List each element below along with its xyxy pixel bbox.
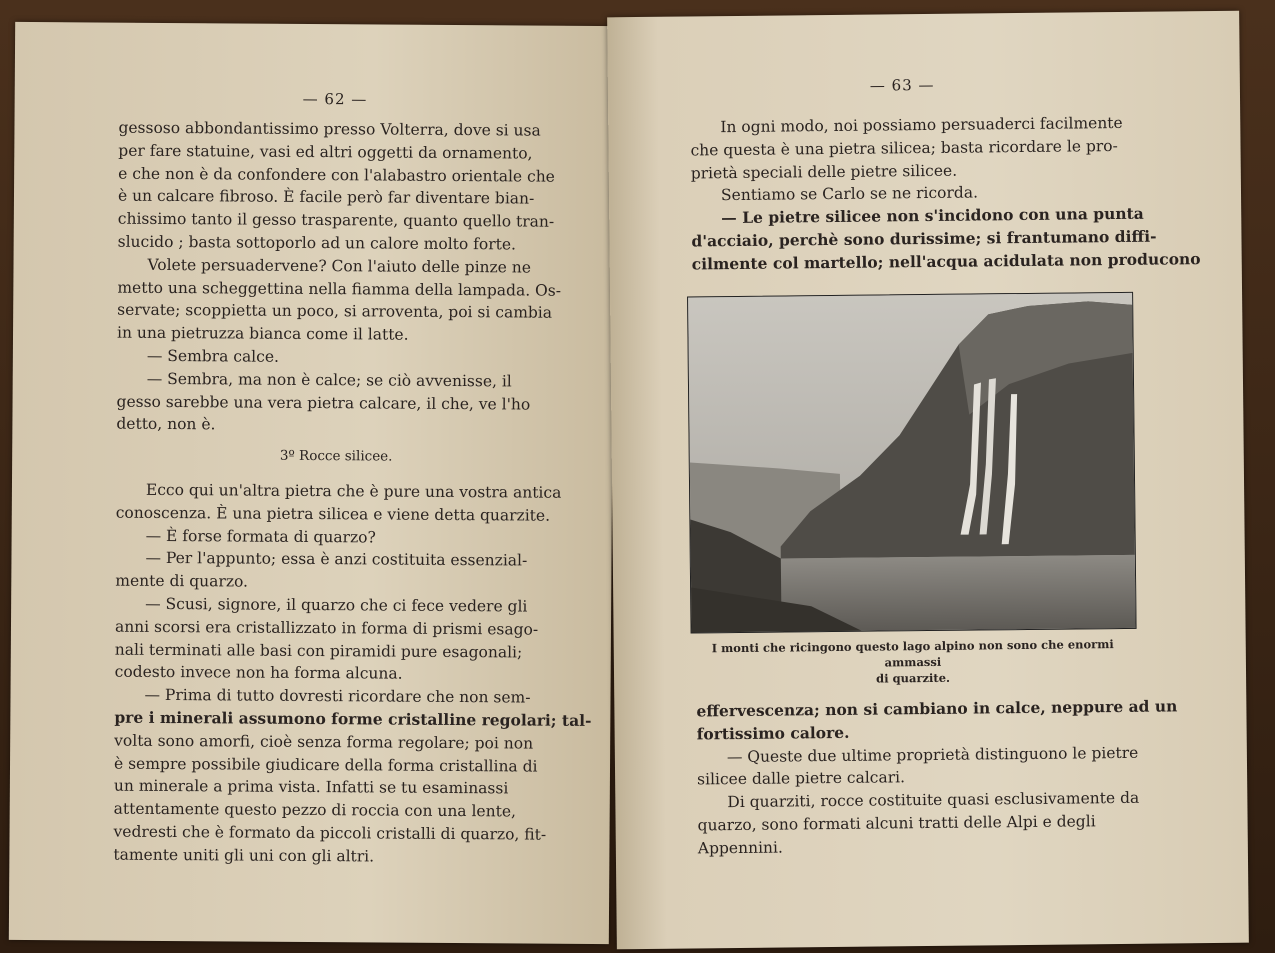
text-line: fortissimo calore.	[696, 722, 850, 744]
text-line: Volete persuadervene? Con l'aiuto delle pinze ne	[147, 255, 532, 277]
lake-illustration	[688, 293, 1135, 633]
photo-caption	[688, 636, 1138, 689]
text-line: vedresti che è formato da piccoli cristalli di quarzo, fit-	[113, 822, 547, 844]
text-line: cilmente col martello; nell'acqua acidulata non producono	[691, 248, 1201, 274]
text-line: è sempre possibile giudicare della forma cristallina di	[113, 754, 538, 776]
text-line: quarzo, sono formati alcuni tratti delle Alpi e degli	[697, 812, 1096, 835]
text-line: pre i minerali assumono forme cristalline regolari; tal-	[114, 707, 592, 730]
text-line: In ogni modo, noi possiamo persuaderci facilmente	[720, 113, 1123, 137]
text-line: slucido ; basta sottoporlo ad un calore molto forte.	[117, 232, 517, 254]
text-line: attentamente questo pezzo di roccia con una lente,	[113, 799, 517, 821]
right-page-text-top	[690, 112, 1201, 276]
text-line: effervescenza; non si cambiano in calce, neppure ad un	[696, 696, 1178, 721]
page-number-right: — 63 —	[869, 75, 935, 95]
text-line: Di quarziti, rocce costituite quasi esclusivamente da	[727, 788, 1140, 812]
text-line: conoscenza. È una pietra silicea e viene detta quarzite.	[115, 503, 551, 525]
text-line: servate; scoppietta un poco, si arroventa, poi si cambia	[117, 301, 553, 323]
text-line: Appennini.	[697, 838, 783, 858]
text-line: e che non è da confondere con l'alabastro orientale che	[118, 164, 555, 186]
right-page-text-bottom	[696, 696, 1178, 860]
text-line: volta sono amorfi, cioè senza forma regolare; poi non	[114, 731, 534, 753]
text-line: mente di quarzo.	[115, 571, 249, 591]
text-line: — Le pietre silicee non s'incidono con una punta	[721, 203, 1144, 228]
text-line: gessoso abbondantissimo presso Volterra, dove si usa	[118, 118, 541, 140]
text-line: per fare statuine, vasi ed altri oggetti da ornamento,	[118, 141, 533, 163]
text-line: nali terminati alle basi con piramidi pure esagonali;	[114, 640, 523, 662]
text-line: è un calcare fibroso. È facile però far diventare bian-	[117, 187, 535, 208]
text-line: — Per l'appunto; essa è anzi costituita essenzial-	[145, 549, 528, 570]
lake-photo	[687, 292, 1137, 634]
caption-line: I monti che ricingono questo lago alpino non sono che enormi ammassi	[711, 637, 1114, 670]
text-line: che questa è una pietra silicea; basta ricordare le pro-	[690, 136, 1118, 160]
text-line: Sentiamo se Carlo se ne ricorda.	[720, 183, 979, 205]
right-page	[607, 11, 1249, 950]
text-line: anni scorsi era cristallizzato in forma di prismi esago-	[114, 617, 539, 639]
text-line: un minerale a prima vista. Infatti se tu esaminassi	[113, 776, 509, 798]
text-line: detto, non è.	[116, 414, 216, 434]
left-page	[9, 22, 615, 944]
text-line: metto una scheggettina nella fiamma della lampada. Os-	[117, 278, 562, 300]
text-line: — Sembra calce.	[146, 346, 280, 366]
text-line: prietà speciali delle pietre silicee.	[690, 161, 958, 183]
text-line: — È forse formata di quarzo?	[145, 526, 376, 546]
text-line: — Prima di tutto dovresti ricordare che non sem-	[144, 685, 531, 707]
left-page-text	[113, 117, 592, 870]
text-line: d'acciaio, perchè sono durissime; si frantumano diffi-	[691, 226, 1157, 251]
text-line: in una pietruzza bianca come il latte.	[116, 323, 409, 344]
text-line: — Queste due ultime proprietà distinguono le pietre	[726, 743, 1139, 766]
text-line: silicee dalle pietre calcari.	[697, 768, 906, 789]
section-heading: 3º Rocce silicee.	[279, 447, 393, 465]
page-number-left: — 62 —	[302, 89, 368, 109]
text-line: — Sembra, ma non è calce; se ciò avvenisse, il	[146, 369, 512, 391]
text-line: Ecco qui un'altra pietra che è pure una vostra antica	[145, 480, 562, 502]
text-line: chissimo tanto il gesso trasparente, quanto quello tran-	[117, 209, 555, 231]
text-line: codesto invece non ha forma alcuna.	[114, 662, 403, 683]
text-line: tamente uniti gli uni con gli altri.	[113, 845, 375, 866]
text-line: gesso sarebbe una vera pietra calcare, il che, ve l'ho	[116, 392, 531, 414]
text-line: — Scusi, signore, il quarzo che ci fece vedere gli	[145, 594, 528, 616]
caption-line: di quarzite.	[876, 670, 951, 686]
